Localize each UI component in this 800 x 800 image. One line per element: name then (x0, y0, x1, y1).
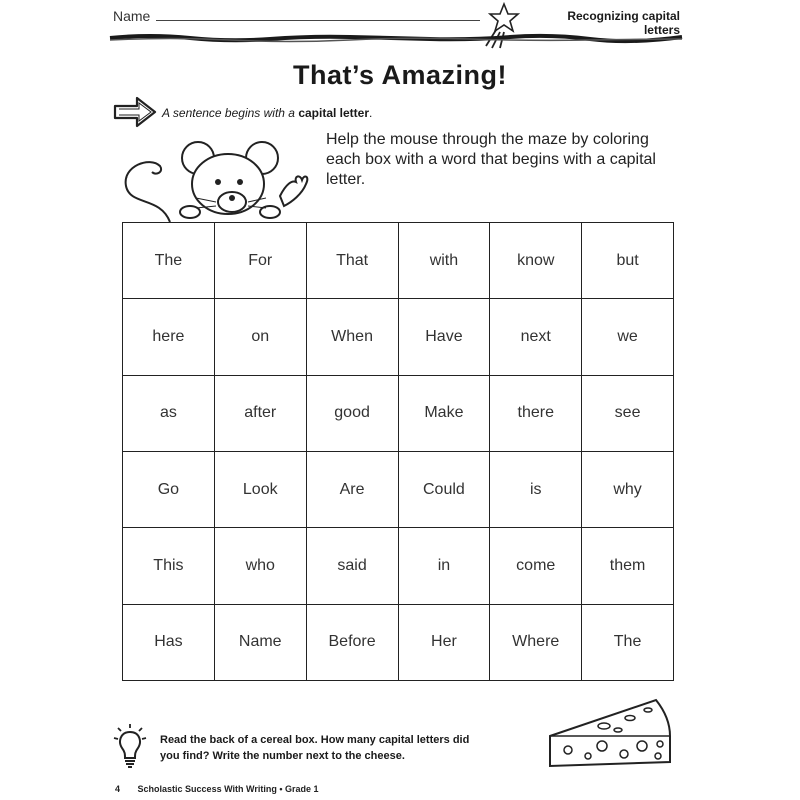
maze-cell[interactable]: The (582, 605, 674, 681)
maze-cell[interactable]: here (123, 299, 215, 375)
maze-cell[interactable]: is (490, 452, 582, 528)
maze-cell[interactable]: Go (123, 452, 215, 528)
mouse-illustration (120, 136, 310, 222)
maze-cell[interactable]: Could (399, 452, 491, 528)
maze-cell[interactable]: For (215, 223, 307, 299)
lightbulb-icon (112, 722, 148, 770)
maze-cell[interactable]: Look (215, 452, 307, 528)
maze-cell[interactable]: after (215, 376, 307, 452)
maze-cell[interactable]: said (307, 528, 399, 604)
maze-grid (122, 222, 674, 681)
maze-cell[interactable]: Where (490, 605, 582, 681)
header-divider (110, 32, 682, 44)
cheese-illustration (544, 696, 674, 770)
tip-text: Read the back of a cereal box. How many capital letters did you find? Write the number next to the cheese. (160, 734, 470, 762)
rule-text (162, 106, 372, 120)
maze-cell[interactable]: Are (307, 452, 399, 528)
rule-suffix: . (369, 106, 373, 120)
arrow-icon (113, 96, 157, 128)
book-title: Scholastic Success With Writing • Grade 1 (137, 784, 319, 794)
maze-cell[interactable]: with (399, 223, 491, 299)
maze-cell[interactable]: why (582, 452, 674, 528)
maze-cell[interactable]: Have (399, 299, 491, 375)
maze-cell[interactable]: see (582, 376, 674, 452)
maze-cell[interactable]: When (307, 299, 399, 375)
maze-cell[interactable]: This (123, 528, 215, 604)
page-title: That’s Amazing! (292, 60, 507, 90)
maze-cell[interactable]: on (215, 299, 307, 375)
maze-cell[interactable]: but (582, 223, 674, 299)
maze-cell[interactable]: good (307, 376, 399, 452)
maze-cell[interactable]: Her (399, 605, 491, 681)
maze-cell[interactable]: Before (307, 605, 399, 681)
maze-cell[interactable]: know (490, 223, 582, 299)
name-write-line[interactable] (156, 20, 480, 21)
page-number: 4 (115, 784, 121, 794)
topic-line-2: letters (643, 23, 680, 37)
topic-line-1: Recognizing capital (567, 9, 680, 23)
maze-cell[interactable]: in (399, 528, 491, 604)
maze-cell[interactable]: there (490, 376, 582, 452)
maze-cell[interactable]: Make (399, 376, 491, 452)
maze-cell[interactable]: we (582, 299, 674, 375)
name-label: Name (113, 8, 151, 24)
maze-cell[interactable]: who (215, 528, 307, 604)
rule-prefix: A sentence begins with a (162, 106, 299, 120)
maze-cell[interactable]: That (307, 223, 399, 299)
maze-cell[interactable]: Name (215, 605, 307, 681)
instructions: Help the mouse through the maze by coloring each box with a word that begins with a capital letter. (326, 131, 656, 188)
rule-emphasis: capital letter (298, 106, 370, 120)
maze-cell[interactable]: Has (123, 605, 215, 681)
maze-cell[interactable]: as (123, 376, 215, 452)
maze-cell[interactable]: come (490, 528, 582, 604)
maze-cell[interactable]: The (123, 223, 215, 299)
maze-cell[interactable]: them (582, 528, 674, 604)
maze-cell[interactable]: next (490, 299, 582, 375)
page-footer (115, 784, 319, 794)
